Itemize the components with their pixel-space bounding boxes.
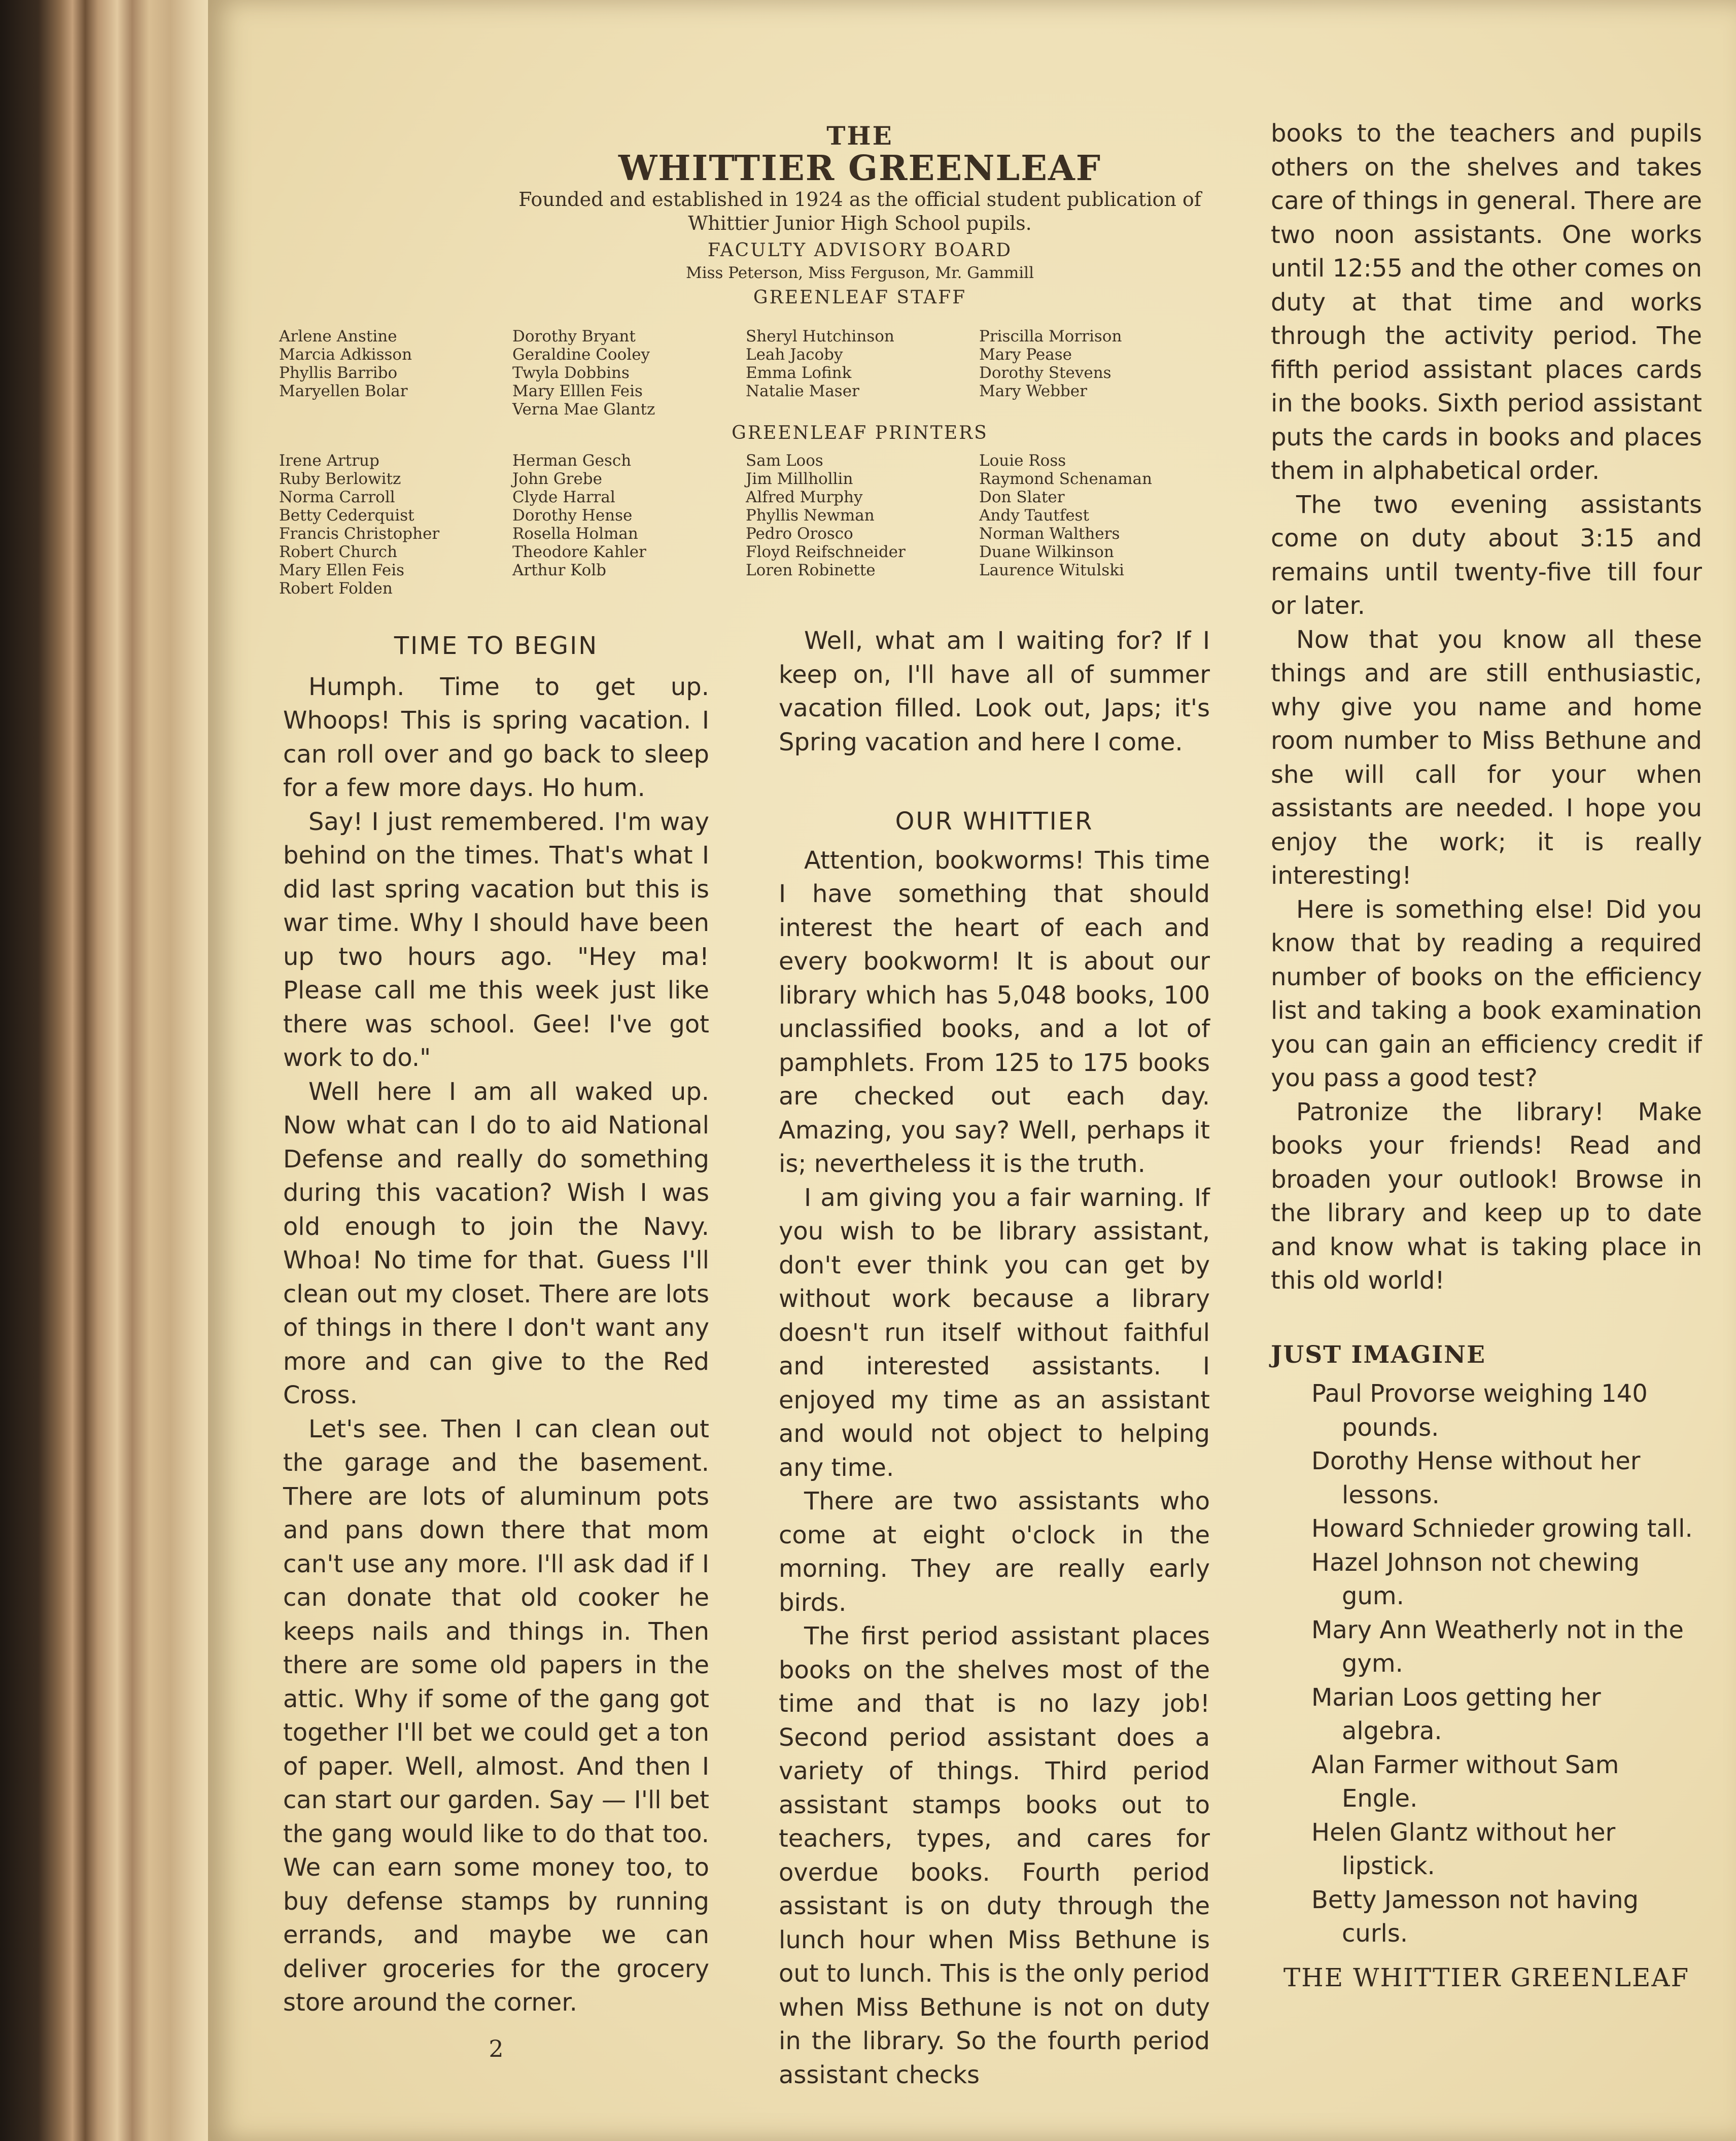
article-title-time-to-begin: TIME TO BEGIN <box>394 632 599 660</box>
masthead-title: WHITTIER GREENLEAF <box>618 148 1102 189</box>
book-spine-edges <box>0 0 213 2141</box>
printer-name: Jim Millhollin <box>746 470 853 488</box>
printer-name: Mary Ellen Feis <box>279 561 405 579</box>
staff-name: Dorothy Bryant <box>512 327 636 346</box>
printer-name: Norman Walthers <box>979 525 1120 543</box>
staff-name: Maryellen Bolar <box>279 382 408 400</box>
printer-name: Don Slater <box>979 488 1065 506</box>
printer-name: Duane Wilkinson <box>979 543 1114 561</box>
founded-line-2: Whittier Junior High School pupils. <box>688 212 1032 235</box>
printer-name: Raymond Schenaman <box>979 470 1152 488</box>
column-2 <box>779 624 1210 2092</box>
staff-name: Dorothy Stevens <box>979 364 1112 382</box>
printer-name: Laurence Witulski <box>979 561 1124 579</box>
paragraph: Humph. Time to get up. Whoops! This is spring vacation. I can roll over and go back to sleep for a few more days. Ho hum. <box>283 672 709 802</box>
printers-roster <box>279 452 1152 598</box>
printer-name: Ruby Berlowitz <box>279 470 401 488</box>
list-item: Hazel Johnson not chewing gum. <box>1311 1548 1640 1610</box>
printer-name: Theodore Kahler <box>512 543 646 561</box>
paragraph: Here is something else! Did you know that by reading a required number of books on the efficiency list and taking a book examination you can gain an efficiency credit if you pass a good test? <box>1271 895 1702 1092</box>
staff-name: Mary Webber <box>979 382 1087 400</box>
paragraph: Well, what am I waiting for? If I keep on, I'll have all of summer vacation filled. Look out, Japs; it's Spring vacation and here I come. <box>779 627 1210 756</box>
staff-col-3 <box>746 327 979 419</box>
printer-name: Sam Loos <box>746 452 823 470</box>
list-item: Howard Schnieder growing tall. <box>1311 1514 1693 1543</box>
list-item: Dorothy Hense without her lessons. <box>1311 1447 1641 1509</box>
printer-name: Herman Gesch <box>512 452 632 470</box>
printer-name: Robert Folden <box>279 579 393 598</box>
list-item: Marian Loos getting her algebra. <box>1311 1683 1601 1745</box>
advisory-heading: FACULTY ADVISORY BOARD <box>707 239 1013 261</box>
printer-name: Norma Carroll <box>279 488 395 506</box>
paragraph: Attention, bookworms! This time I have something that should interest the heart of each and every bookworm! It is about our library which has 5,048 books, 100 unclassified books, and a lot of pamphlets. From 125 to 175 books are checked out each day. Amazing, you say? Well, perhaps it is; nevertheless it is the truth. <box>779 846 1210 1178</box>
printer-name: Clyde Harral <box>512 488 615 506</box>
paragraph: Now that you know all these things and are still enthusiastic, why give you name and home room number to Miss Bethune and she will call for your when assistants are needed. I hope you enjoy the work; it is really interesting! <box>1271 625 1702 890</box>
list-item: Betty Jamesson not having curls. <box>1311 1885 1639 1948</box>
column-3 <box>1271 117 1702 1994</box>
article-title-our-whittier: OUR WHITTIER <box>895 807 1094 836</box>
founded-line-1: Founded and established in 1924 as the official student publication of <box>518 188 1201 211</box>
printer-name: Francis Christopher <box>279 525 440 543</box>
staff-name: Priscilla Morrison <box>979 327 1122 346</box>
printer-name: Dorothy Hense <box>512 506 633 525</box>
staff-name: Geraldine Cooley <box>512 346 650 364</box>
printer-name: Floyd Reifschneider <box>746 543 906 561</box>
printer-name: Loren Robinette <box>746 561 876 579</box>
staff-name: Twyla Dobbins <box>512 364 630 382</box>
staff-name: Arlene Anstine <box>279 327 397 346</box>
paragraph: There are two assistants who come at eight o'clock in the morning. They are really early birds. <box>779 1487 1210 1617</box>
staff-roster <box>279 327 1136 419</box>
staff-name: Mary Pease <box>979 346 1072 364</box>
paragraph: The first period assistant places books on the shelves most of the time and that is no lazy job! Second period assistant does a variety of things. Third period assistant stamps books out to teachers, types, and cares for overdue books. Fourth period assistant is on duty through the lunch hour when Miss Bethune is out to lunch. This is the only period when Miss Bethune is not on duty in the library. So the fourth period assistant checks <box>779 1622 1210 2089</box>
staff-name: Mary Elllen Feis <box>512 382 643 400</box>
printers-col-3 <box>746 452 979 598</box>
list-item: Paul Provorse weighing 140 pounds. <box>1311 1379 1648 1442</box>
paragraph: Let's see. Then I can clean out the garage and the basement. There are lots of aluminum pots and pans down there that mom can't use any more. I'll ask dad if I can donate that old cooker he keeps nails and things in. Then there are some old papers in the attic. Why if some of the gang got together I'll bet we could get a ton of paper. Well, almost. And then I can start our garden. Say — I'll bet the gang would like to do that too. We can earn some money too, to buy defense stamps by running errands, and maybe we can deliver groceries for the grocery store around the corner. <box>283 1414 709 2017</box>
paragraph: The two evening assistants come on duty about 3:15 and remains until twenty-five till four or later. <box>1271 490 1702 620</box>
newspaper-page <box>208 0 1736 2141</box>
staff-col-1 <box>279 327 512 419</box>
printers-col-4 <box>979 452 1212 598</box>
staff-heading: GREENLEAF STAFF <box>753 287 967 308</box>
printer-name: Irene Artrup <box>279 452 379 470</box>
list-item: Mary Ann Weatherly not in the gym. <box>1311 1615 1684 1678</box>
staff-name: Leah Jacoby <box>746 346 843 364</box>
column-1 <box>283 629 709 2065</box>
printer-name: John Grebe <box>512 470 602 488</box>
paragraph: books to the teachers and pupils others on the shelves and takes care of things in general. There are two noon assistants. One works until 12:55 and the other comes on duty at that time and works through the activity period. The fifth period assistant places cards in the books. Sixth period assistant puts the cards in books and places them in alphabetical order. <box>1271 119 1703 485</box>
printer-name: Robert Church <box>279 543 398 561</box>
staff-name: Marcia Adkisson <box>279 346 412 364</box>
list-item: Helen Glantz without her lipstick. <box>1311 1818 1616 1880</box>
masthead <box>431 122 1289 310</box>
printers-heading: GREENLEAF PRINTERS <box>732 423 988 443</box>
page-number: 2 <box>489 2034 504 2062</box>
printer-name: Rosella Holman <box>512 525 638 543</box>
printers-col-2 <box>512 452 746 598</box>
staff-name: Natalie Maser <box>746 382 859 400</box>
paragraph: Well here I am all waked up. Now what can I do to aid National Defense and really do something during this vacation? Wish I was old enough to join the Navy. Whoa! No time for that. Guess I'll clean out my closet. There are lots of things in there I don't want any more and can give to the Red Cross. <box>283 1077 709 1409</box>
masthead-the: THE <box>826 121 893 151</box>
staff-name: Verna Mae Glantz <box>512 400 655 419</box>
staff-name: Sheryl Hutchinson <box>746 327 894 346</box>
printer-name: Arthur Kolb <box>512 561 607 579</box>
list-item: Alan Farmer without Sam Engle. <box>1311 1750 1619 1813</box>
staff-col-2 <box>512 327 746 419</box>
printers-col-1 <box>279 452 512 598</box>
running-title-footer: THE WHITTIER GREENLEAF <box>1283 1962 1690 1992</box>
printer-name: Phyllis Newman <box>746 506 875 525</box>
printer-name: Pedro Orosco <box>746 525 853 543</box>
paragraph: Patronize the library! Make books your friends! Read and broaden your outlook! Browse in the library and keep up to date and know what is taking place in this old world! <box>1271 1097 1702 1295</box>
printer-name: Louie Ross <box>979 452 1066 470</box>
printer-name: Alfred Murphy <box>746 488 863 506</box>
staff-name: Emma Lofink <box>746 364 852 382</box>
printer-name: Betty Cederquist <box>279 506 414 525</box>
staff-name: Phyllis Barribo <box>279 364 398 382</box>
paragraph: I am giving you a fair warning. If you wish to be library assistant, don't ever think you can get by without work because a library doesn't run itself without faithful and interested assistants. I enjoyed my time as an assistant and would not object to helping any time. <box>779 1183 1210 1482</box>
article-title-just-imagine: JUST IMAGINE <box>1271 1340 1486 1369</box>
staff-col-4 <box>979 327 1212 419</box>
paragraph: Say! I just remembered. I'm way behind on the times. That's what I did last spring vacation but this is war time. Why I should have been up two hours ago. "Hey ma! Please call me this week just like there was school. Gee! I've got work to do." <box>283 807 709 1072</box>
advisory-members: Miss Peterson, Miss Ferguson, Mr. Gammill <box>685 263 1034 282</box>
printer-name: Andy Tautfest <box>979 506 1089 525</box>
